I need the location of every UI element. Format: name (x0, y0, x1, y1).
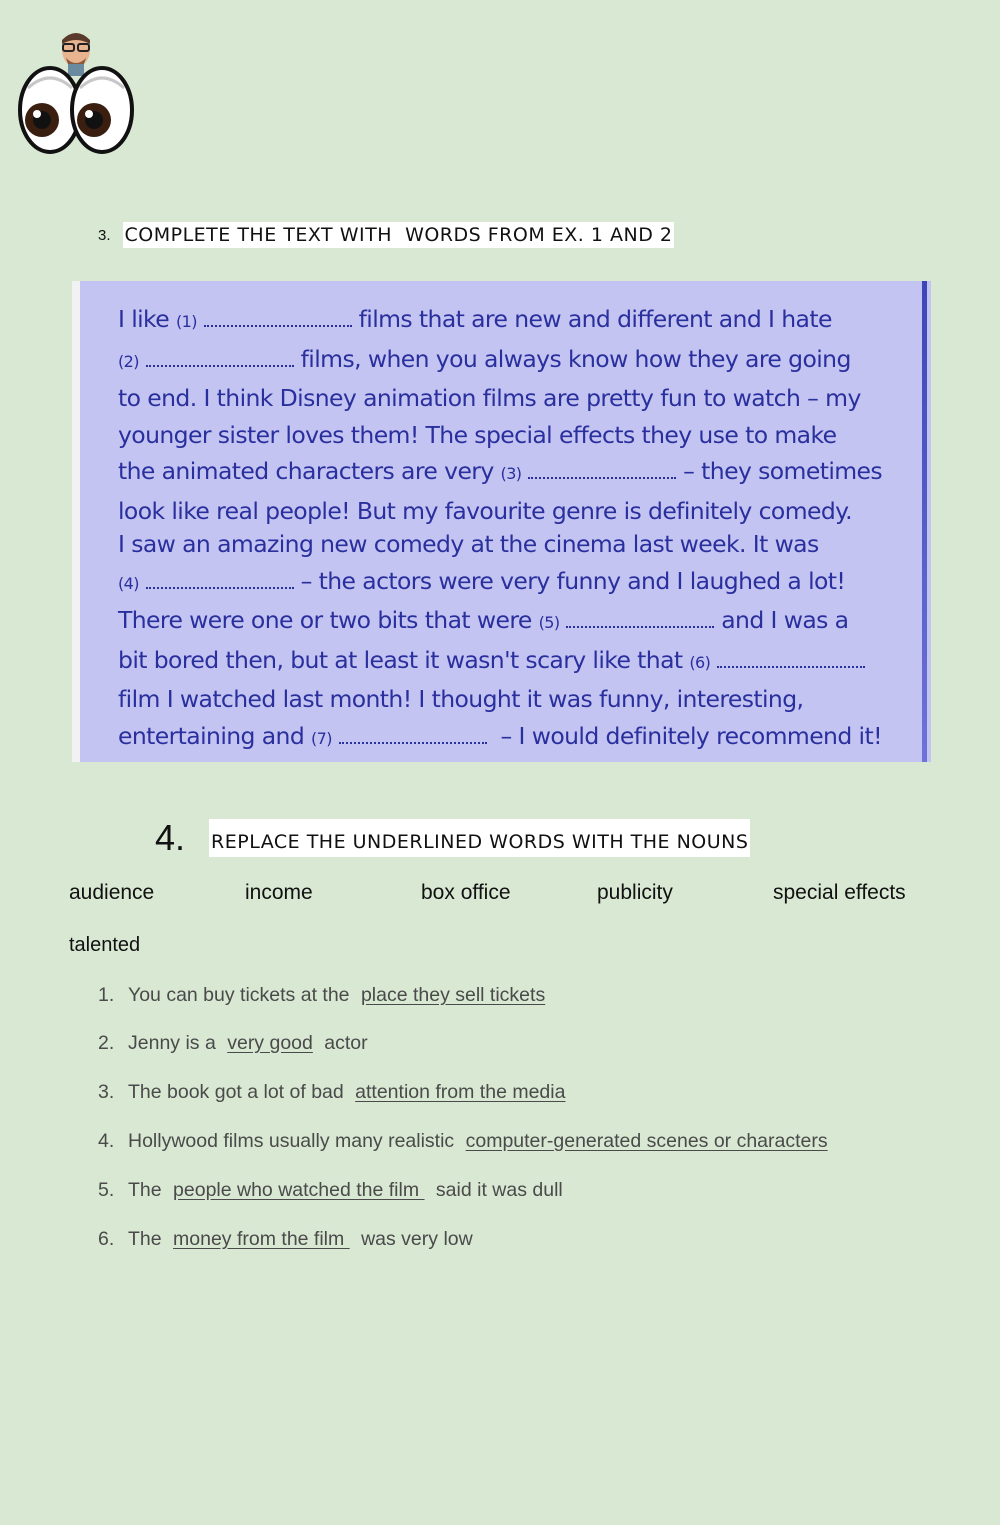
word-bank-item: box office (421, 881, 511, 904)
exercise-4-heading (155, 817, 750, 859)
list-item: 6. The money from the film was very low (98, 1228, 473, 1250)
exercise-4-title-box (209, 819, 750, 857)
exercise-4-title: REPLACE THE UNDERLINED WORDS WITH THE NOUNS (211, 831, 749, 853)
word-bank-item: publicity (597, 881, 673, 904)
blank-2 (146, 353, 294, 367)
underlined-phrase: attention from the media (355, 1081, 566, 1103)
text-line: entertaining and (7) – I would definitely recommend it! (118, 721, 882, 750)
blank-5 (566, 614, 714, 628)
list-item: 1. You can buy tickets at the place they sell tickets (98, 984, 551, 1007)
text-line: film I watched last month! I thought it was funny, interesting, (118, 685, 804, 713)
text-line: the animated characters are very (3) – they sometimes (118, 457, 883, 485)
exercise-4-number: 4. (155, 817, 186, 858)
exercise-3-title: COMPLETE THE TEXT WITH WORDS FROM EX. 1 AND 2 (124, 224, 673, 246)
text-line: (2) films, when you always know how they are going (118, 344, 851, 373)
blank-1 (204, 313, 352, 327)
underlined-phrase: people who watched the film (173, 1179, 425, 1201)
exercise-3-heading (98, 222, 674, 248)
list-item: 3. The book got a lot of bad attention from the media (98, 1081, 571, 1104)
text-line: There were one or two bits that were (5) and I was a (118, 606, 849, 634)
exercise-3-title-box (123, 222, 675, 248)
blank-6 (717, 654, 865, 668)
paragraph-1 (118, 301, 918, 529)
word-bank-item: talented (69, 934, 141, 956)
gap-number: (4) (118, 573, 139, 593)
avatar (18, 28, 138, 158)
gap-number: (1) (175, 312, 197, 331)
blank-7 (339, 730, 487, 744)
text-line: to end. I think Disney animation films are pretty fun to watch – my (118, 384, 861, 412)
underlined-phrase: computer-generated scenes or characters (465, 1130, 828, 1152)
blank-3 (528, 465, 676, 479)
text-line: I saw an amazing new comedy at the cinema last week. It was (118, 530, 819, 558)
text-line: younger sister loves them! The special effects they use to make (118, 420, 837, 449)
gap-number: (7) (311, 728, 332, 748)
paragraph-2 (118, 526, 918, 757)
exercise-3-text-panel (72, 281, 931, 762)
text-line: bit bored then, but at least it wasn't scary like that (6) (118, 642, 918, 682)
list-item: 2. Jenny is a very good actor (98, 1032, 368, 1054)
exercise-3-number: 3. (98, 226, 111, 244)
list-item: 5. The people who watched the film said it was dull (98, 1179, 563, 1201)
bitmoji-eyes-avatar-icon (18, 28, 138, 158)
underlined-phrase: money from the film (173, 1228, 350, 1250)
gap-number: (2) (118, 351, 139, 371)
underlined-phrase: very good (227, 1032, 313, 1054)
text-line: (4) – the actors were very funny and I laughed a lot! (118, 566, 846, 595)
word-bank-item: audience (69, 881, 155, 904)
word-bank-item: income (245, 881, 313, 904)
gap-number: (3) (500, 464, 522, 483)
text-line: look like real people! But my favourite genre is definitely comedy. (118, 496, 852, 525)
gap-number: (6) (689, 652, 711, 672)
list-item: 4. Hollywood films usually many realistic computer-generated scenes or characters (98, 1130, 834, 1153)
gap-number: (5) (538, 613, 560, 632)
word-bank-item: special effects (773, 881, 906, 904)
panel-edge (922, 281, 927, 762)
text-line: I like (1) films that are new and different and I hate (118, 305, 832, 333)
blank-4 (146, 575, 294, 589)
underlined-phrase: place they sell tickets (360, 984, 546, 1006)
